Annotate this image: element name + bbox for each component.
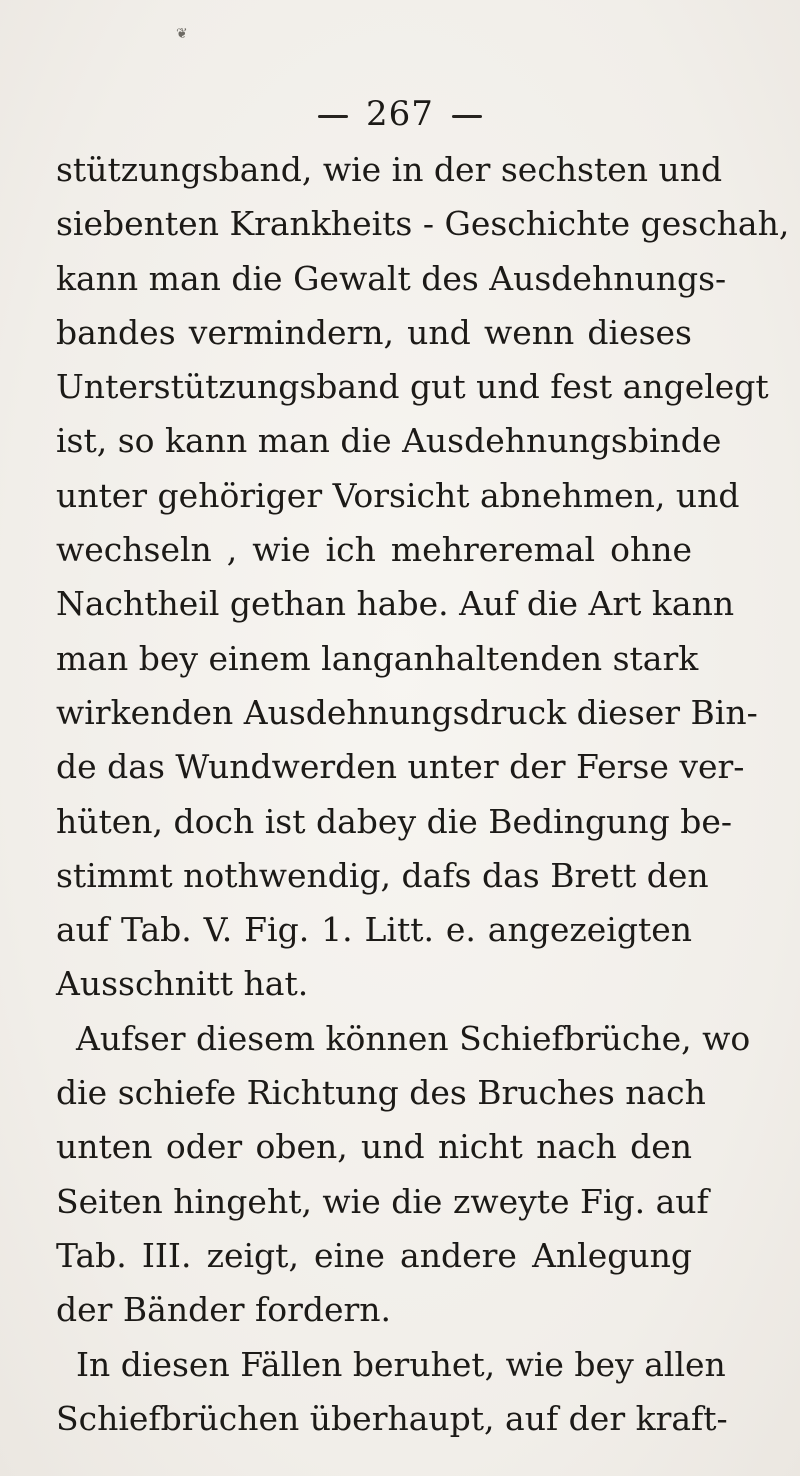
text-line: bandes vermindern, und wenn dieses xyxy=(56,312,692,352)
ink-stain-mark: ❦ xyxy=(176,26,188,42)
text-line: der Bänder fordern. xyxy=(56,1290,392,1330)
text-line: hüten, doch ist dabey die Bedingung be- xyxy=(56,801,733,841)
text-line: auf Tab. V. Fig. 1. Litt. e. angezeigten xyxy=(56,910,692,950)
header-left-dash xyxy=(318,115,348,118)
text-line: Schiefbrüchen überhaupt, auf der kraft- xyxy=(56,1398,728,1438)
text-line: wechseln , wie ich mehreremal ohne xyxy=(56,530,692,570)
text-line: die schiefe Richtung des Bruches nach xyxy=(56,1073,706,1113)
text-line: Unterstützungsband gut und fest angelegt xyxy=(56,367,769,407)
text-line: Ausschnitt hat. xyxy=(56,964,309,1004)
text-line: Tab. III. zeigt, eine andere Anlegung xyxy=(56,1235,692,1275)
paragraph-start-line: Aufser diesem können Schiefbrüche, wo xyxy=(76,1018,751,1058)
text-line: man bey einem langanhaltenden stark xyxy=(56,638,699,678)
page-number: 267 xyxy=(366,94,434,134)
text-line: kann man die Gewalt des Ausdehnungs- xyxy=(56,258,727,298)
paragraph-start-line: In diesen Fällen beruhet, wie bey allen xyxy=(76,1344,726,1384)
page-header xyxy=(0,92,800,136)
text-line: Seiten hingeht, wie die zweyte Fig. auf xyxy=(56,1181,709,1221)
text-line: Nachtheil gethan habe. Auf die Art kann xyxy=(56,584,735,624)
header-right-dash xyxy=(452,115,482,118)
text-line: ist, so kann man die Ausdehnungsbinde xyxy=(56,421,722,461)
text-line: unter gehöriger Vorsicht abnehmen, und xyxy=(56,475,740,515)
text-line: siebenten Krankheits - Geschichte geschah, xyxy=(56,204,790,244)
text-line: de das Wundwerden unter der Ferse ver- xyxy=(56,747,745,787)
body-text xyxy=(56,143,790,1446)
text-line: stimmt nothwendig, dafs das Brett den xyxy=(56,855,709,895)
text-line: unten oder oben, und nicht nach den xyxy=(56,1127,692,1167)
text-line: stützungsband, wie in der sechsten und xyxy=(56,150,723,189)
text-line: wirkenden Ausdehnungsdruck dieser Bin- xyxy=(56,692,758,732)
